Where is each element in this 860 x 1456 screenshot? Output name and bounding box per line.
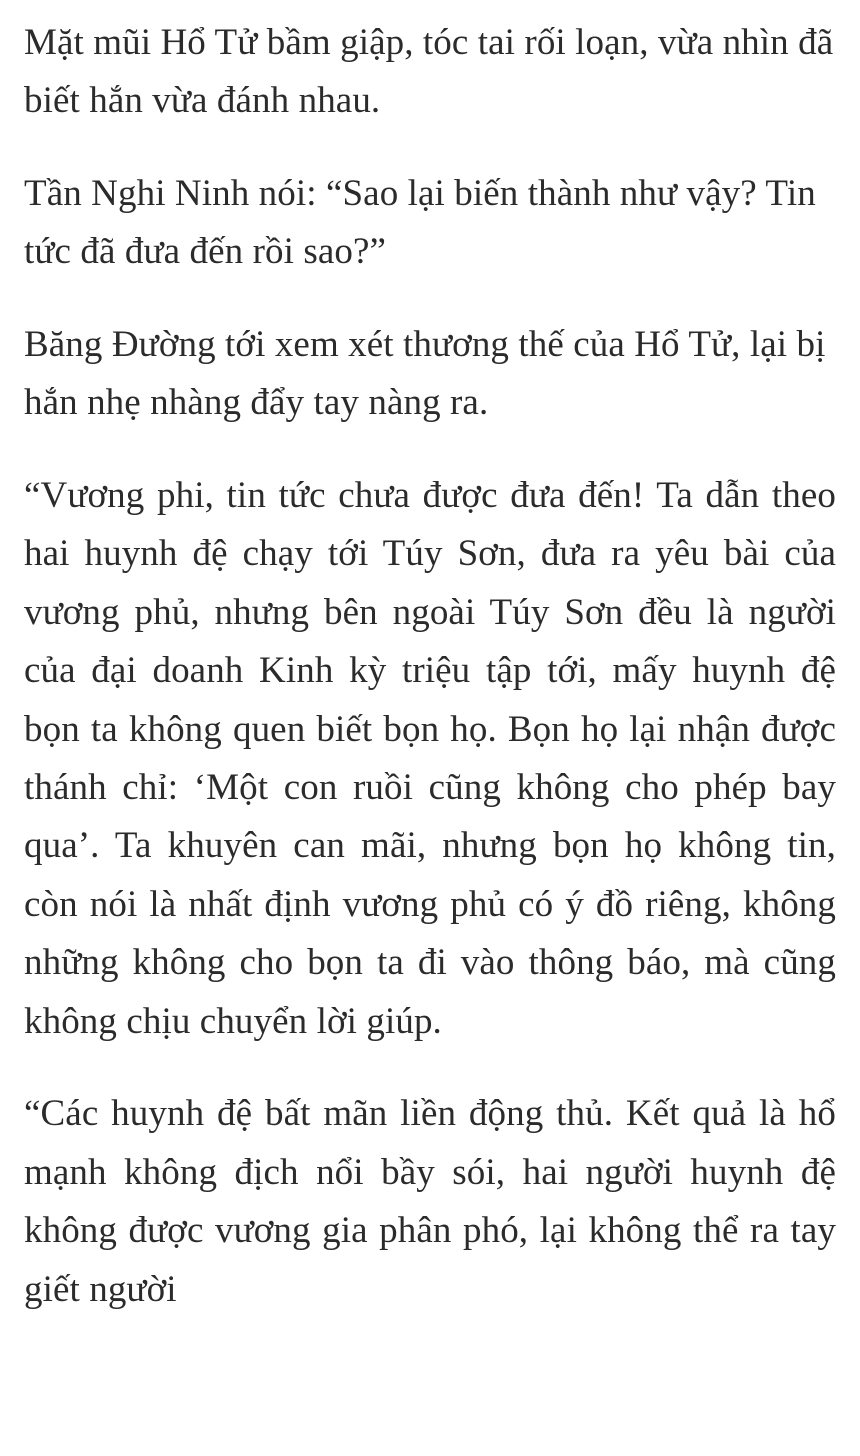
paragraph: Tần Nghi Ninh nói: “Sao lại biến thành như vậy? Tin tức đã đưa đến rồi sao?” [24,172,816,273]
paragraph: “Các huynh đệ bất mãn liền động thủ. Kết quả là hổ mạnh không địch nổi bầy sói, hai người huynh đệ không được vương gia phân phó, lại không thể ra tay giết người [24,1093,836,1310]
paragraph: “Vương phi, tin tức chưa được đưa đến! Ta dẫn theo hai huynh đệ chạy tới Túy Sơn, đưa ra yêu bài của vương phủ, nhưng bên ngoài Túy Sơn đều là người của đại doanh Kinh kỳ triệu tập tới, mấy huynh đệ bọn ta không quen biết bọn họ. Bọn họ lại nhận được thánh chỉ: ‘Một con ruồi cũng không cho phép bay qua’. Ta khuyên can mãi, nhưng bọn họ không tin, còn nói là nhất định vương phủ có ý đồ riêng, không những không cho bọn ta đi vào thông báo, mà cũng không chịu chuyển lời giúp. [24,474,836,1042]
paragraph: Băng Đường tới xem xét thương thế của Hổ Tử, lại bị hắn nhẹ nhàng đẩy tay nàng ra. [24,323,826,424]
paragraph: Mặt mũi Hổ Tử bầm giập, tóc tai rối loạn, vừa nhìn đã biết hắn vừa đánh nhau. [24,22,834,122]
